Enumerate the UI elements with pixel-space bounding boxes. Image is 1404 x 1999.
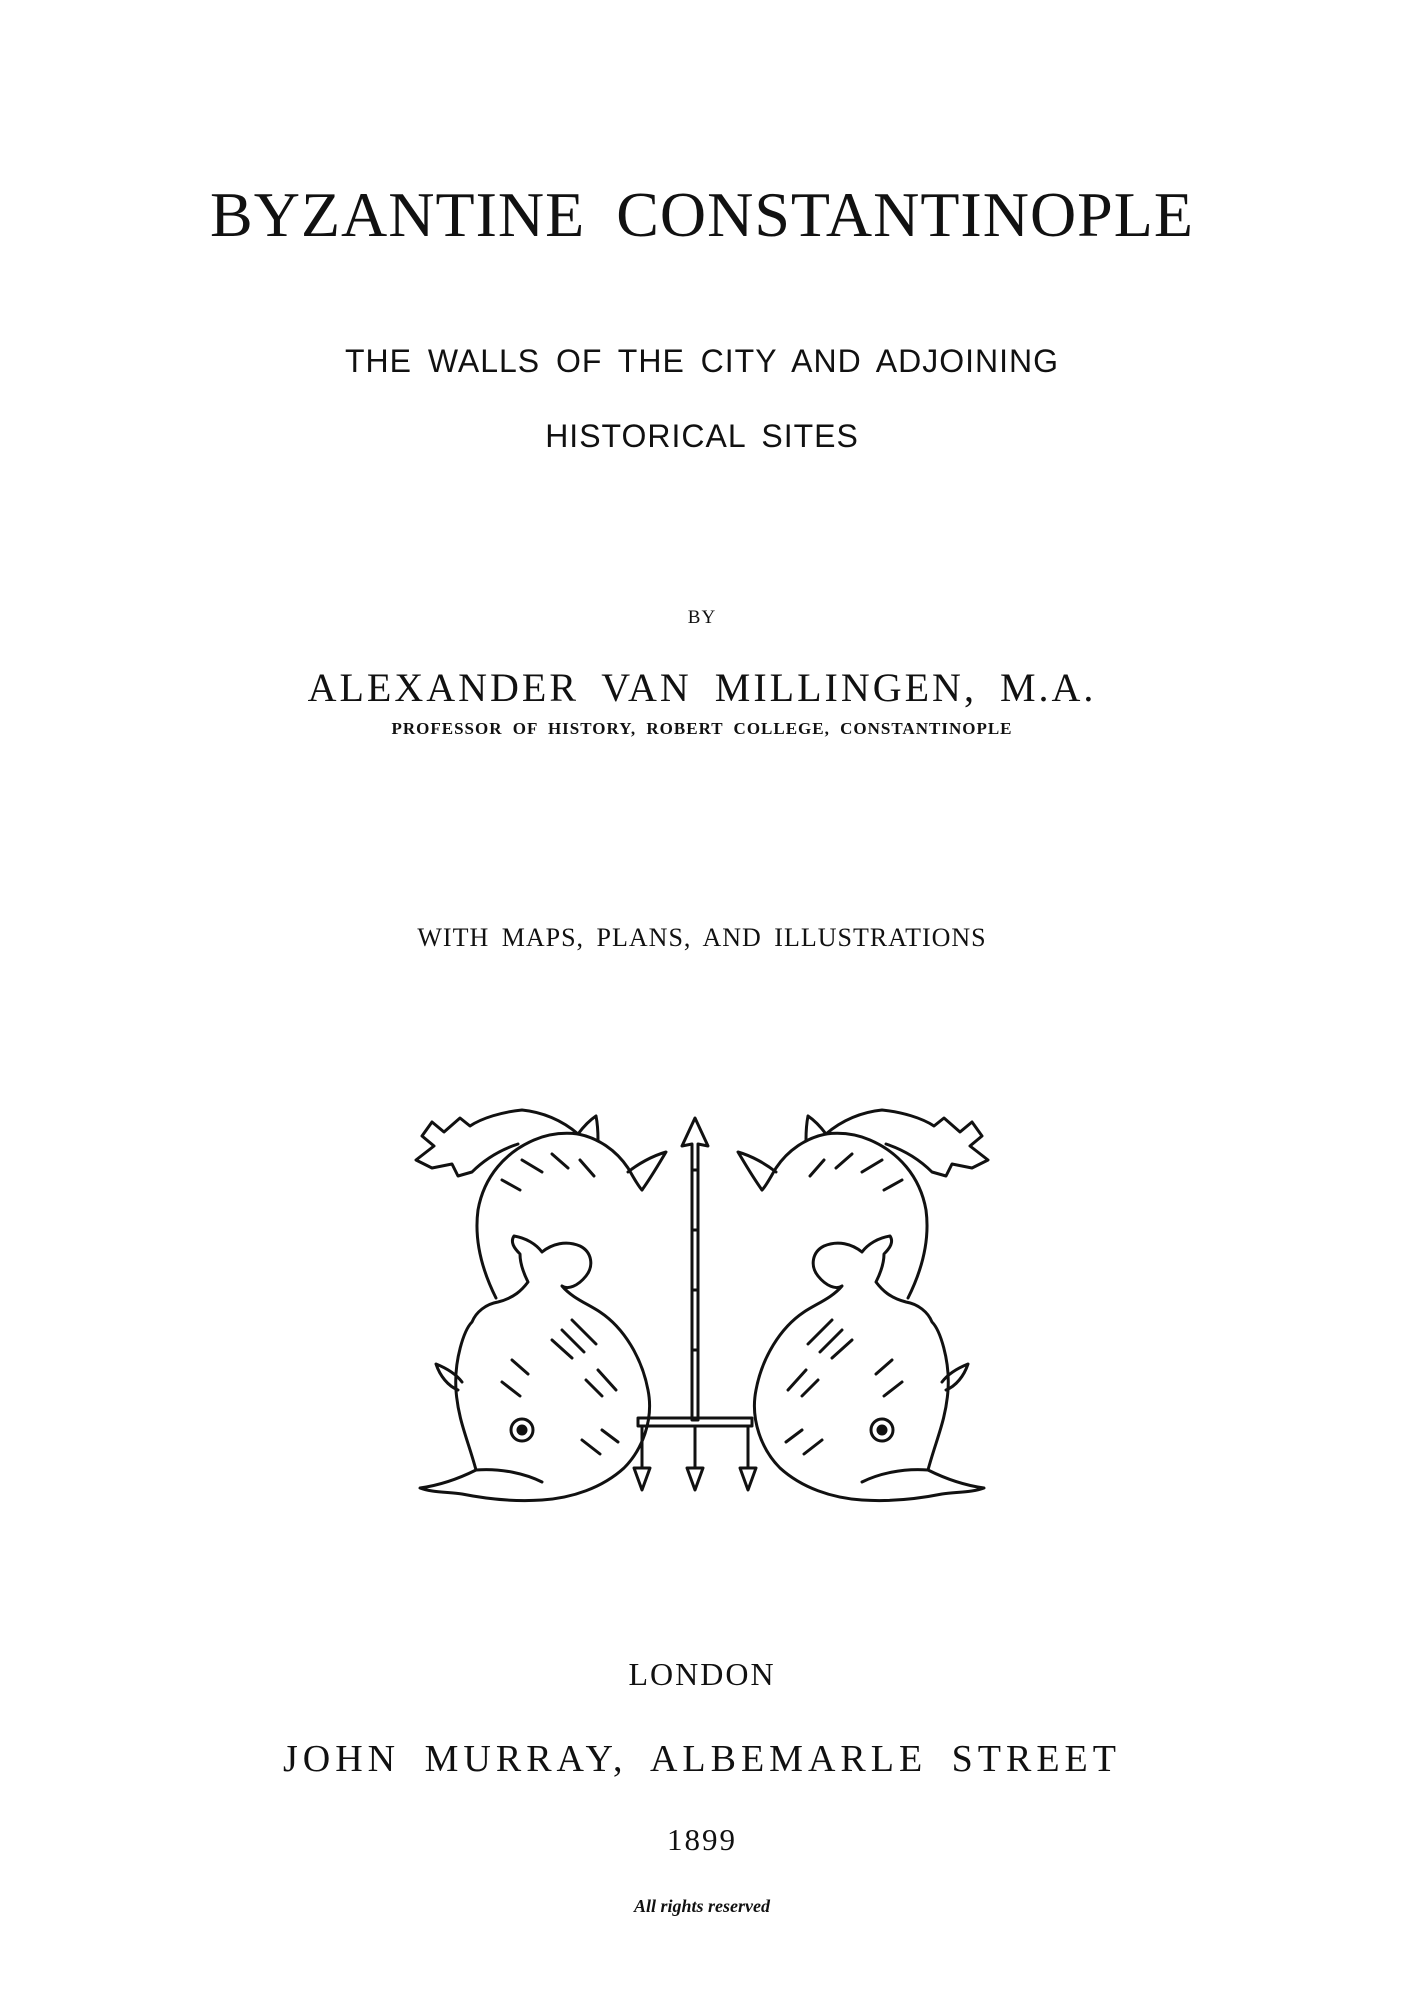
subtitle-line-1: THE WALLS OF THE CITY AND ADJOINING: [344, 343, 1060, 379]
illustrations-note: WITH MAPS, PLANS, AND ILLUSTRATIONS: [417, 923, 987, 952]
author-affiliation: PROFESSOR OF HISTORY, ROBERT COLLEGE, CONSTANTINOPLE: [391, 719, 1013, 738]
publisher-name: JOHN MURRAY, ALBEMARLE STREET: [283, 1738, 1121, 1780]
by-label: BY: [687, 607, 717, 628]
publication-place: LONDON: [628, 1656, 776, 1692]
publication-year: 1899: [667, 1822, 737, 1857]
left-dolphin-icon: [416, 1110, 666, 1501]
rights-notice: All rights reserved: [633, 1896, 770, 1916]
right-dolphin-icon: [738, 1110, 988, 1501]
subtitle-line-2: HISTORICAL SITES: [545, 418, 859, 454]
dolphins-and-trident-emblem-icon: [402, 1090, 1002, 1515]
book-title: BYZANTINE CONSTANTINOPLE: [210, 179, 1194, 250]
author-name: ALEXANDER VAN MILLINGEN, M.A.: [307, 665, 1097, 710]
